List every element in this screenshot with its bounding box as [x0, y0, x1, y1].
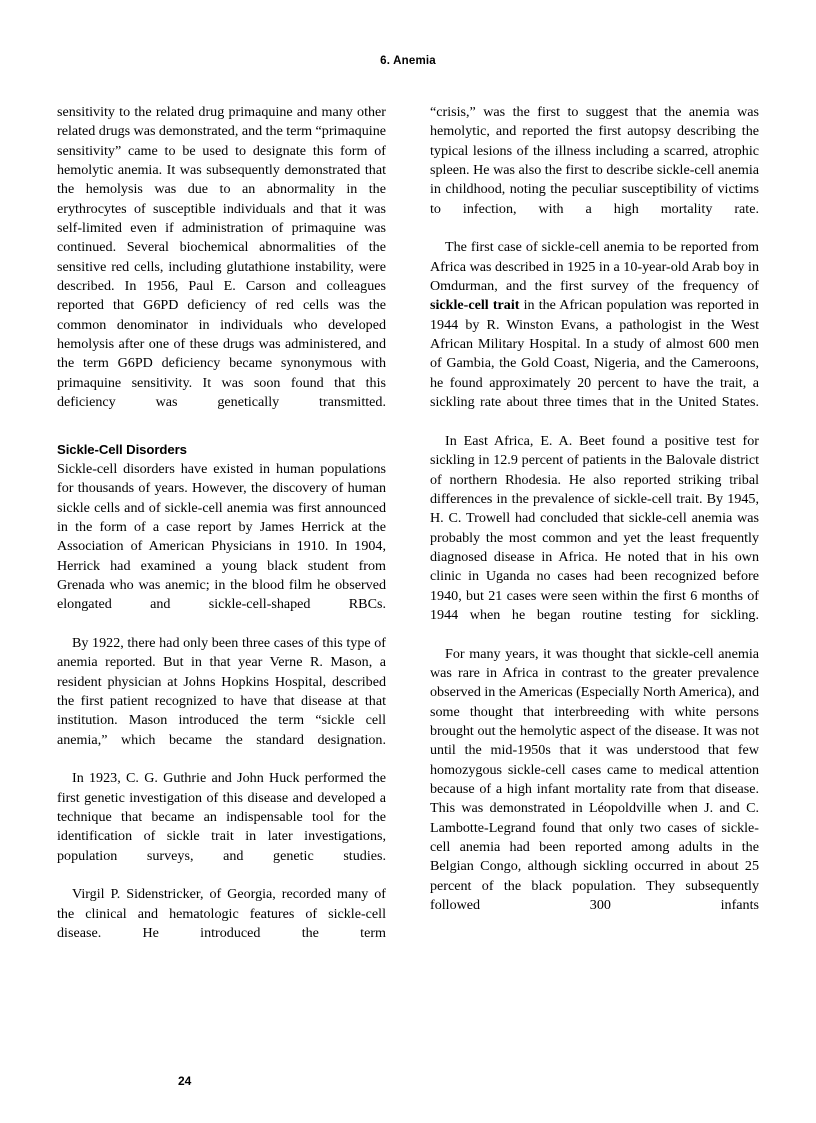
running-head-chapter-number: 6.: [380, 55, 391, 67]
section-heading: Sickle-Cell Disorders: [57, 441, 187, 457]
paragraph: In East Africa, E. A. Beet found a positive test for sickling in 12.9 percent of patients in the Balovale district of northern Rhodesia. He also reported striking tribal differences in the prevalence of sickle-cell trait. By 1945, H. C. Trowell had concluded that sickle-cell anemia was probably the most common and yet the least frequently diagnosed disease in Africa. He noted that in his own clinic in Uganda no cases had been recognized before 1940, but 21 cases were seen within the first 6 months of 1944 when he began routine testing for sickling.: [430, 432, 759, 623]
paragraph: For many years, it was thought that sickle-cell anemia was rare in Africa in contrast to the greater prevalence observed in the Americas (Especially North America), and some thought that interbreeding with white persons brought out the hemolytic aspect of the disease. It was not until the mid-1950s that it was understood that few homozygous sickle-cell cases came to medical attention because of a high infant mortality rate from that disease. This was demonstrated in Léopoldville when J. and C. Lambotte-Legrand found that only two cases of sickle-cell anemia had been reported among adults in the Belgian Congo, although sickling occurred in about 25 percent of the black population. They subsequently followed 300 infants: [430, 645, 759, 914]
left-column: [57, 103, 386, 963]
paragraph: sensitivity to the related drug primaquine and many other related drugs was demonstrated, and the term “primaquine sensitivity” came to be used to designate this form of hemolytic anemia. It was subsequently demonstrated that the hemolysis was due to an abnormality in the erythrocytes of susceptible individuals and that it was self-limited even if administration of primaquine was continued. Several biochemical abnormalities of the sensitive red cells, including glutathione instability, were described. In 1956, Paul E. Carson and colleagues reported that G6PD deficiency of red cells was the common denominator in individuals who developed hemolysis after one of these drugs was administered, and the term G6PD deficiency became synonymous with primaquine sensitivity. It was soon found that this deficiency was genetically transmitted.: [57, 104, 386, 411]
paragraph: By 1922, there had only been three cases of this type of anemia reported. But in that year Verne R. Mason, a resident physician at Johns Hopkins Hospital, described the first patient recognized to have that disease at that institution. Mason introduced the term “sickle cell anemia,” which became the standard designation.: [57, 634, 386, 748]
paragraph-text-after-bold: in the African population was reported in 1944 by R. Winston Evans, a pathologist in the West African Military Hospital. In a study of almost 600 men of Gambia, the Gold Coast, Nigeria, and the Cameroons, he found approximately 20 percent to have the trait, a sickling rate about three times that in the United States.: [430, 297, 759, 411]
paragraph: “crisis,” was the first to suggest that the anemia was hemolytic, and reported the first autopsy describing the typical lesions of the illness including a scarred, atrophic spleen. He was also the first to describe sickle-cell anemia in childhood, noting the peculiar susceptibility of victims to infection, with a high mortality rate.: [430, 104, 759, 217]
two-column-body: [57, 103, 759, 963]
bold-term-sickle-cell-trait: sickle-cell trait: [430, 297, 520, 314]
paragraph-with-bold-term: [430, 238, 759, 431]
paragraph: Virgil P. Sidenstricker, of Georgia, recorded many of the clinical and hematologic features of sickle-cell disease. He introduced the term: [57, 886, 386, 942]
page-number: 24: [178, 1074, 192, 1088]
running-head-title: Anemia: [393, 55, 436, 67]
paragraph: Sickle-cell disorders have existed in human populations for thousands of years. However, the discovery of human sickle cells and of sickle-cell anemia was first announced in the form of a case report by James Herrick at the Association of American Physicians in 1910. In 1904, Herrick had examined a young black student from Grenada who was anemic; in the blood film he observed elongated and sickle-cell-shaped RBCs.: [57, 460, 386, 613]
paragraph-text-before-bold: The first case of sickle-cell anemia to be reported from Africa was described in 1925 in a 10-year-old Arab boy in Omdurman, and the first survey of the frequency of: [430, 239, 759, 295]
right-column: [430, 103, 759, 963]
running-head: [0, 55, 816, 67]
paragraph: In 1923, C. G. Guthrie and John Huck performed the first genetic investigation of this disease and developed a technique that became an indispensable tool for the identification of sickle trait in later investigations, population surveys, and genetic studies.: [57, 770, 386, 864]
